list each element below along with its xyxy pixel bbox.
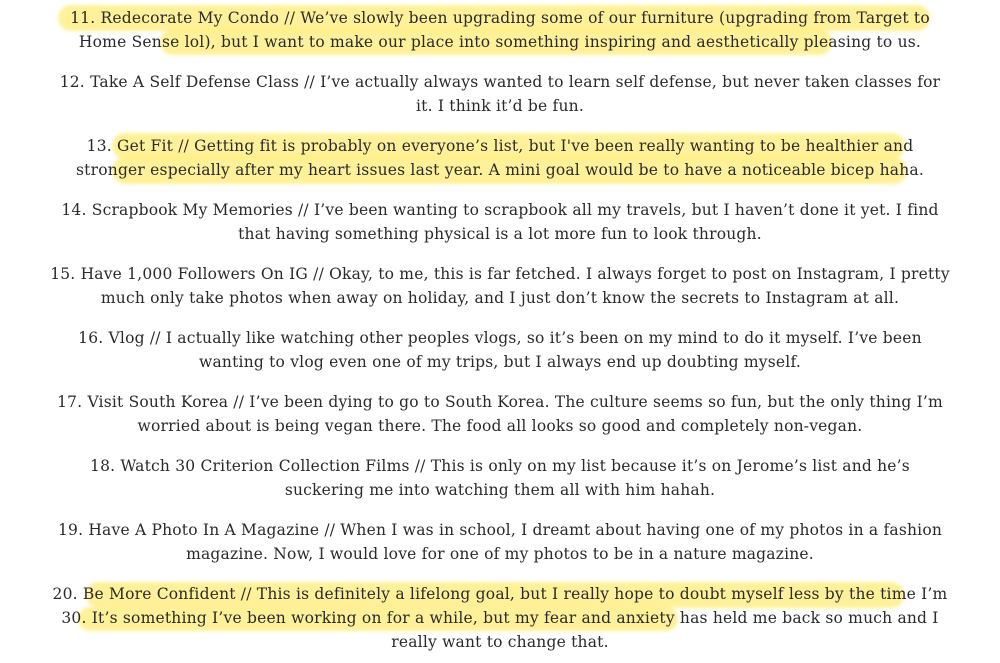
list-item-18: 18. Watch 30 Criterion Collection Films // This is only on my list because it’s on Jerome’s list and he’s suckering me into watching them all with him hahah.	[90, 457, 910, 499]
list-item-20: 20. Be More Confident // This is definitely a lifelong goal, but I really hope to doubt myself less by the time I’m 30. It’s something I’ve been working on for a while, but my fear and anxiety has held me back so much and I really want to change that.	[52, 585, 948, 651]
list-item-11: 11. Redecorate My Condo // We’ve slowly been upgrading some of our furniture (upgrading from Target to Home Sense lol), but I want to make our place into something inspiring and aesthetically pleasing to us.	[70, 9, 930, 51]
list-item-13: 13. Get Fit // Getting fit is probably on everyone’s list, but I've been really wanting to be healthier and stronger especially after my heart issues last year. A mini goal would be to have a noticeable bicep haha.	[76, 137, 924, 179]
list-item-19: 19. Have A Photo In A Magazine // When I was in school, I dreamt about having one of my photos in a fashion magazine. Now, I would love for one of my photos to be in a nature magazine.	[57, 521, 943, 563]
list-item-17: 17. Visit South Korea // I’ve been dying to go to South Korea. The culture seems so fun, but the only thing I’m worried about is being vegan there. The food all looks so good and completely non-vegan.	[57, 393, 943, 435]
list-item-14: 14. Scrapbook My Memories // I’ve been wanting to scrapbook all my travels, but I haven’t done it yet. I find that having something physical is a lot more fun to look through.	[61, 201, 939, 243]
list-item-16: 16. Vlog // I actually like watching other peoples vlogs, so it’s been on my mind to do it myself. I’ve been wanting to vlog even one of my trips, but I always end up doubting myself.	[78, 329, 922, 371]
list-item-15: 15. Have 1,000 Followers On IG // Okay, to me, this is far fetched. I always forget to post on Instagram, I pretty much only take photos when away on holiday, and I just don’t know the secrets to Instagram at all.	[50, 265, 950, 307]
list-item-12: 12. Take A Self Defense Class // I’ve actually always wanted to learn self defense, but never taken classes for it. I think it’d be fun.	[59, 73, 941, 115]
